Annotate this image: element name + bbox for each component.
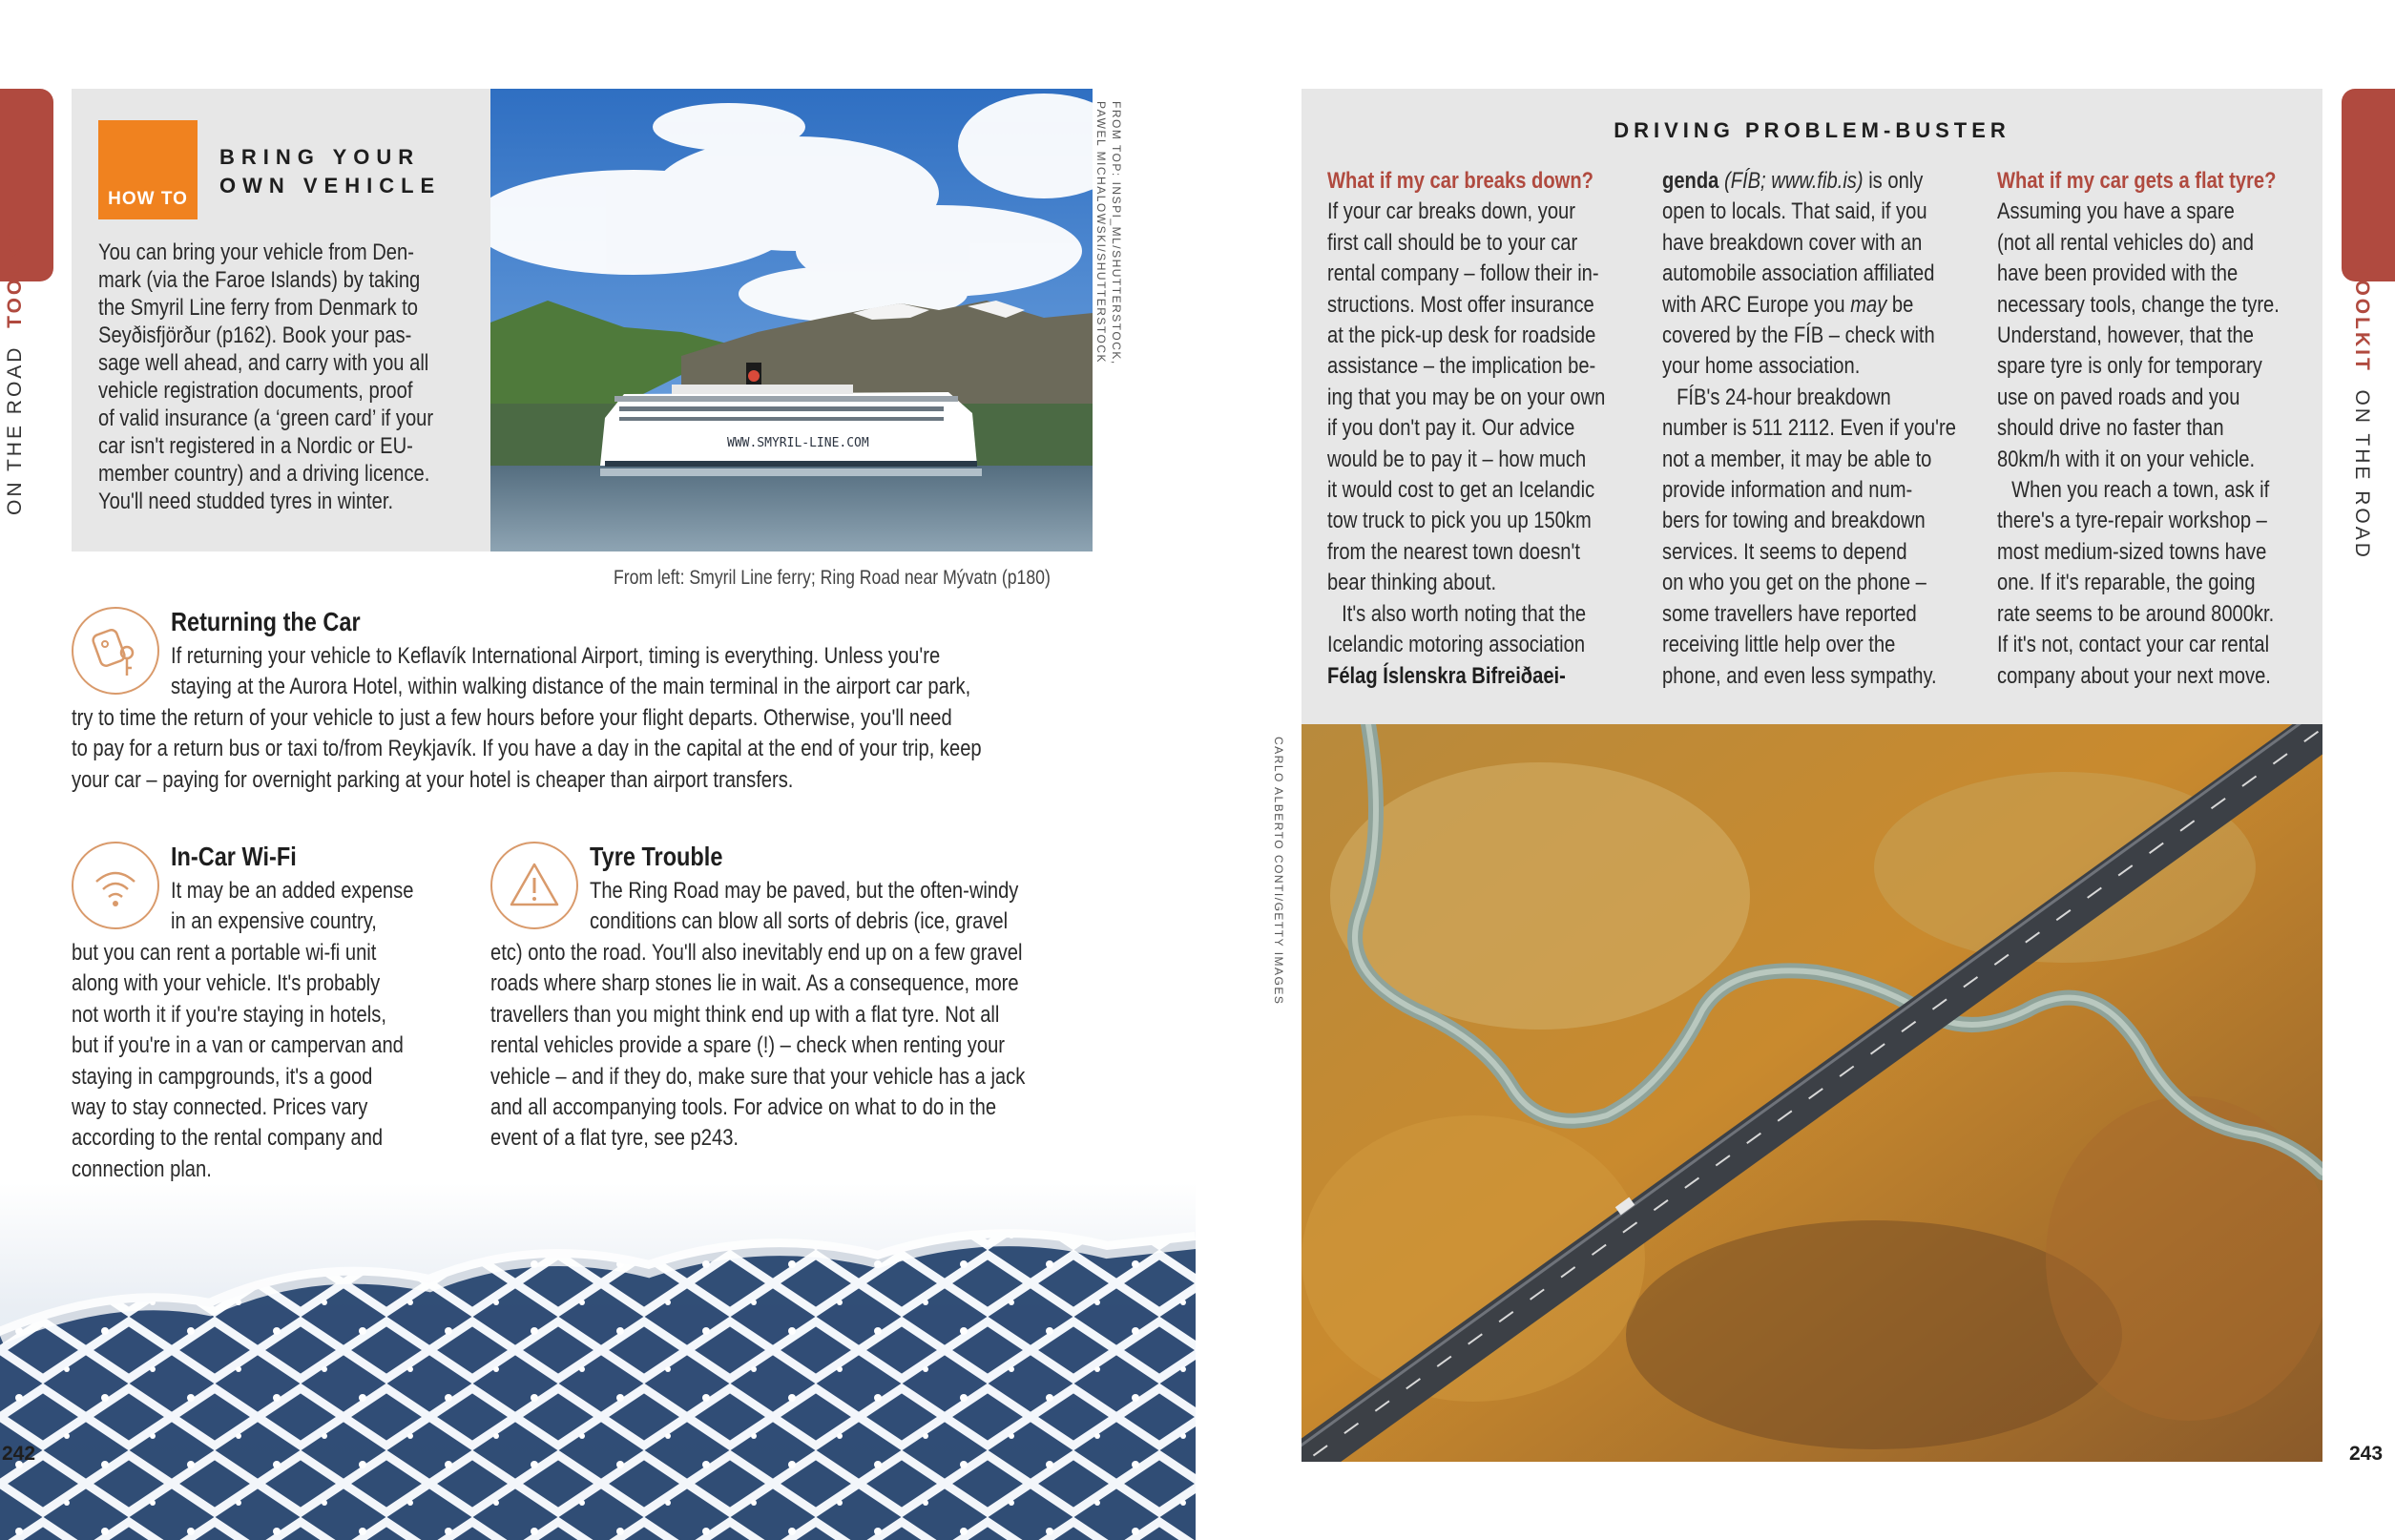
car-key-icon: [72, 607, 159, 695]
flat-tyre-question: What if my car gets a flat tyre?: [1997, 168, 2277, 194]
problem-buster-title: DRIVING PROBLEM-BUSTER: [1614, 118, 2010, 142]
returning-car-body: try to time the return of your vehicle to just a few hours before your flight departs. Otherwise, you'll need to pay for a return bus or taxi to/from Reykjavík. If you have a day in the capital at the end of your trip, keep your car – paying for overnight parking at your hotel is cheaper than airport transfers.: [72, 705, 982, 793]
problem-buster-column-3: What if my car gets a flat tyre? Assuming you have a spare (not all rental vehicles do) and have been provided with the necessary tools, change the tyre. Understand, however, that the spare tyre is only for temporary use on paved roads and you should drive no faster than 80km/h with it on your vehicle. When you reach a town, ask if there's a tyre-repair workshop – most medium-sized towns have one. If it's reparable, the going rate seems to be around 8000kr. If it's not, contact your car rental company about your next move.: [1997, 166, 2334, 692]
wifi-body: but you can rent a portable wi-fi unit along with your vehicle. It's probably not worth it if you're staying in hotels, but if you're in a van or campervan and staying in campgrounds, it's a good way to stay connected. Prices vary according to the rental company and connection plan.: [72, 940, 404, 1182]
photo-caption: From left: Smyril Line ferry; Ring Road near Mývatn (p180): [614, 567, 1051, 589]
ferry-photo: [490, 89, 1093, 551]
problem-buster-column-1: What if my car breaks down? If your car breaks down, your first call should be to your car rental company – follow their in- structions. Most offer insurance at the pick-up desk for roadside assistance – the implication be- ing that you may be on your own if you don't pay it. Our advice would be to pay it – how much it would cost to get an Icelandic tow truck to pick you up 150km from the nearest town doesn't bear thinking about. It's also worth noting that the Icelandic motoring association Félag Íslenskra Bifreiðaei-: [1327, 166, 1664, 692]
how-to-body: You can bring your vehicle from Den- mark (via the Faroe Islands) by taking the Smyril Line ferry from Denmark to Seyðisfjörður (p162). Book your pas- sage well ahead, and carry with you all vehicle registration documents, proof of valid insurance (a ‘green card’ if your car isn't registered in a Nordic or EU- member country) and a driving licence. You'll need studded tyres in winter.: [98, 239, 434, 514]
returning-car-title: Returning the Car: [171, 607, 361, 636]
tyre-trouble-body: etc) onto the road. You'll also inevitably end up on a few gravel roads where sharp stones lie in wait. As a consequence, more travellers than you might think end up with a flat tyre. Not all rental vehicles provide a spare (!) – check when renting your vehicle – and if they do, make sure that your vehicle has a jack and all accompanying tools. For advice on what to do in the event of a flat tyre, see p243.: [490, 940, 1026, 1152]
aerial-ring-road-photo: [1302, 724, 2322, 1462]
how-to-badge: HOW TO: [98, 120, 198, 219]
problem-buster-column-2: genda (FÍB; www.fib.is) is only open to locals. That said, if you have breakdown cover with an automobile association affiliated with ARC Europe you may be covered by the FÍB – check with your home association. FÍB's 24-hour breakdown number is 511 2112. Even if you're not a member, it may be able to provide information and num- bers for towing and breakdown services. It seems to depend on who you get on the phone – some travellers have reported receiving little help over the phone, and even less sympathy.: [1662, 168, 1956, 689]
ferry-illustration: [490, 89, 1093, 551]
tyre-trouble-lead: The Ring Road may be paved, but the often-windy conditions can blow all sorts of debris (ice, gravel: [590, 878, 1019, 935]
snow-tyre-track-photo: [0, 1183, 1196, 1540]
returning-car-line-1: If returning your vehicle to Keflavík International Airport, timing is everything. Unless you're: [171, 643, 941, 669]
page-number-right: 243: [2349, 1443, 2384, 1465]
breakdown-question: What if my car breaks down?: [1327, 168, 1593, 194]
wifi-lead: It may be an added expense in an expensive country,: [171, 878, 414, 935]
wifi-title: In-Car Wi-Fi: [171, 842, 297, 871]
returning-car-line-2: staying at the Aurora Hotel, within walking distance of the main terminal in the airport car park,: [171, 674, 971, 699]
side-label-right: TOOLKIT ON THE ROAD: [2351, 265, 2373, 560]
page-number-left: 242: [2, 1443, 36, 1465]
aerial-photo-credit: CARLO ALBERTO CONTI/GETTY IMAGES: [1272, 737, 1285, 1006]
svg-text:WWW.SMYRIL-LINE.COM: WWW.SMYRIL-LINE.COM: [727, 436, 869, 450]
warning-icon: [490, 842, 578, 929]
side-tab-right: [2342, 89, 2395, 281]
how-to-title: BRING YOUR OWN VEHICLE: [219, 145, 442, 198]
ferry-photo-credit: FROM TOP: INSPI_ML/SHUTTERSTOCK, PAWEL MICHALOWSKI/SHUTTERSTOCK: [1094, 101, 1123, 365]
side-label-left: ON THE ROAD TOOLKIT: [4, 220, 26, 515]
tyre-trouble-title: Tyre Trouble: [590, 842, 723, 871]
wifi-icon: [72, 842, 159, 929]
